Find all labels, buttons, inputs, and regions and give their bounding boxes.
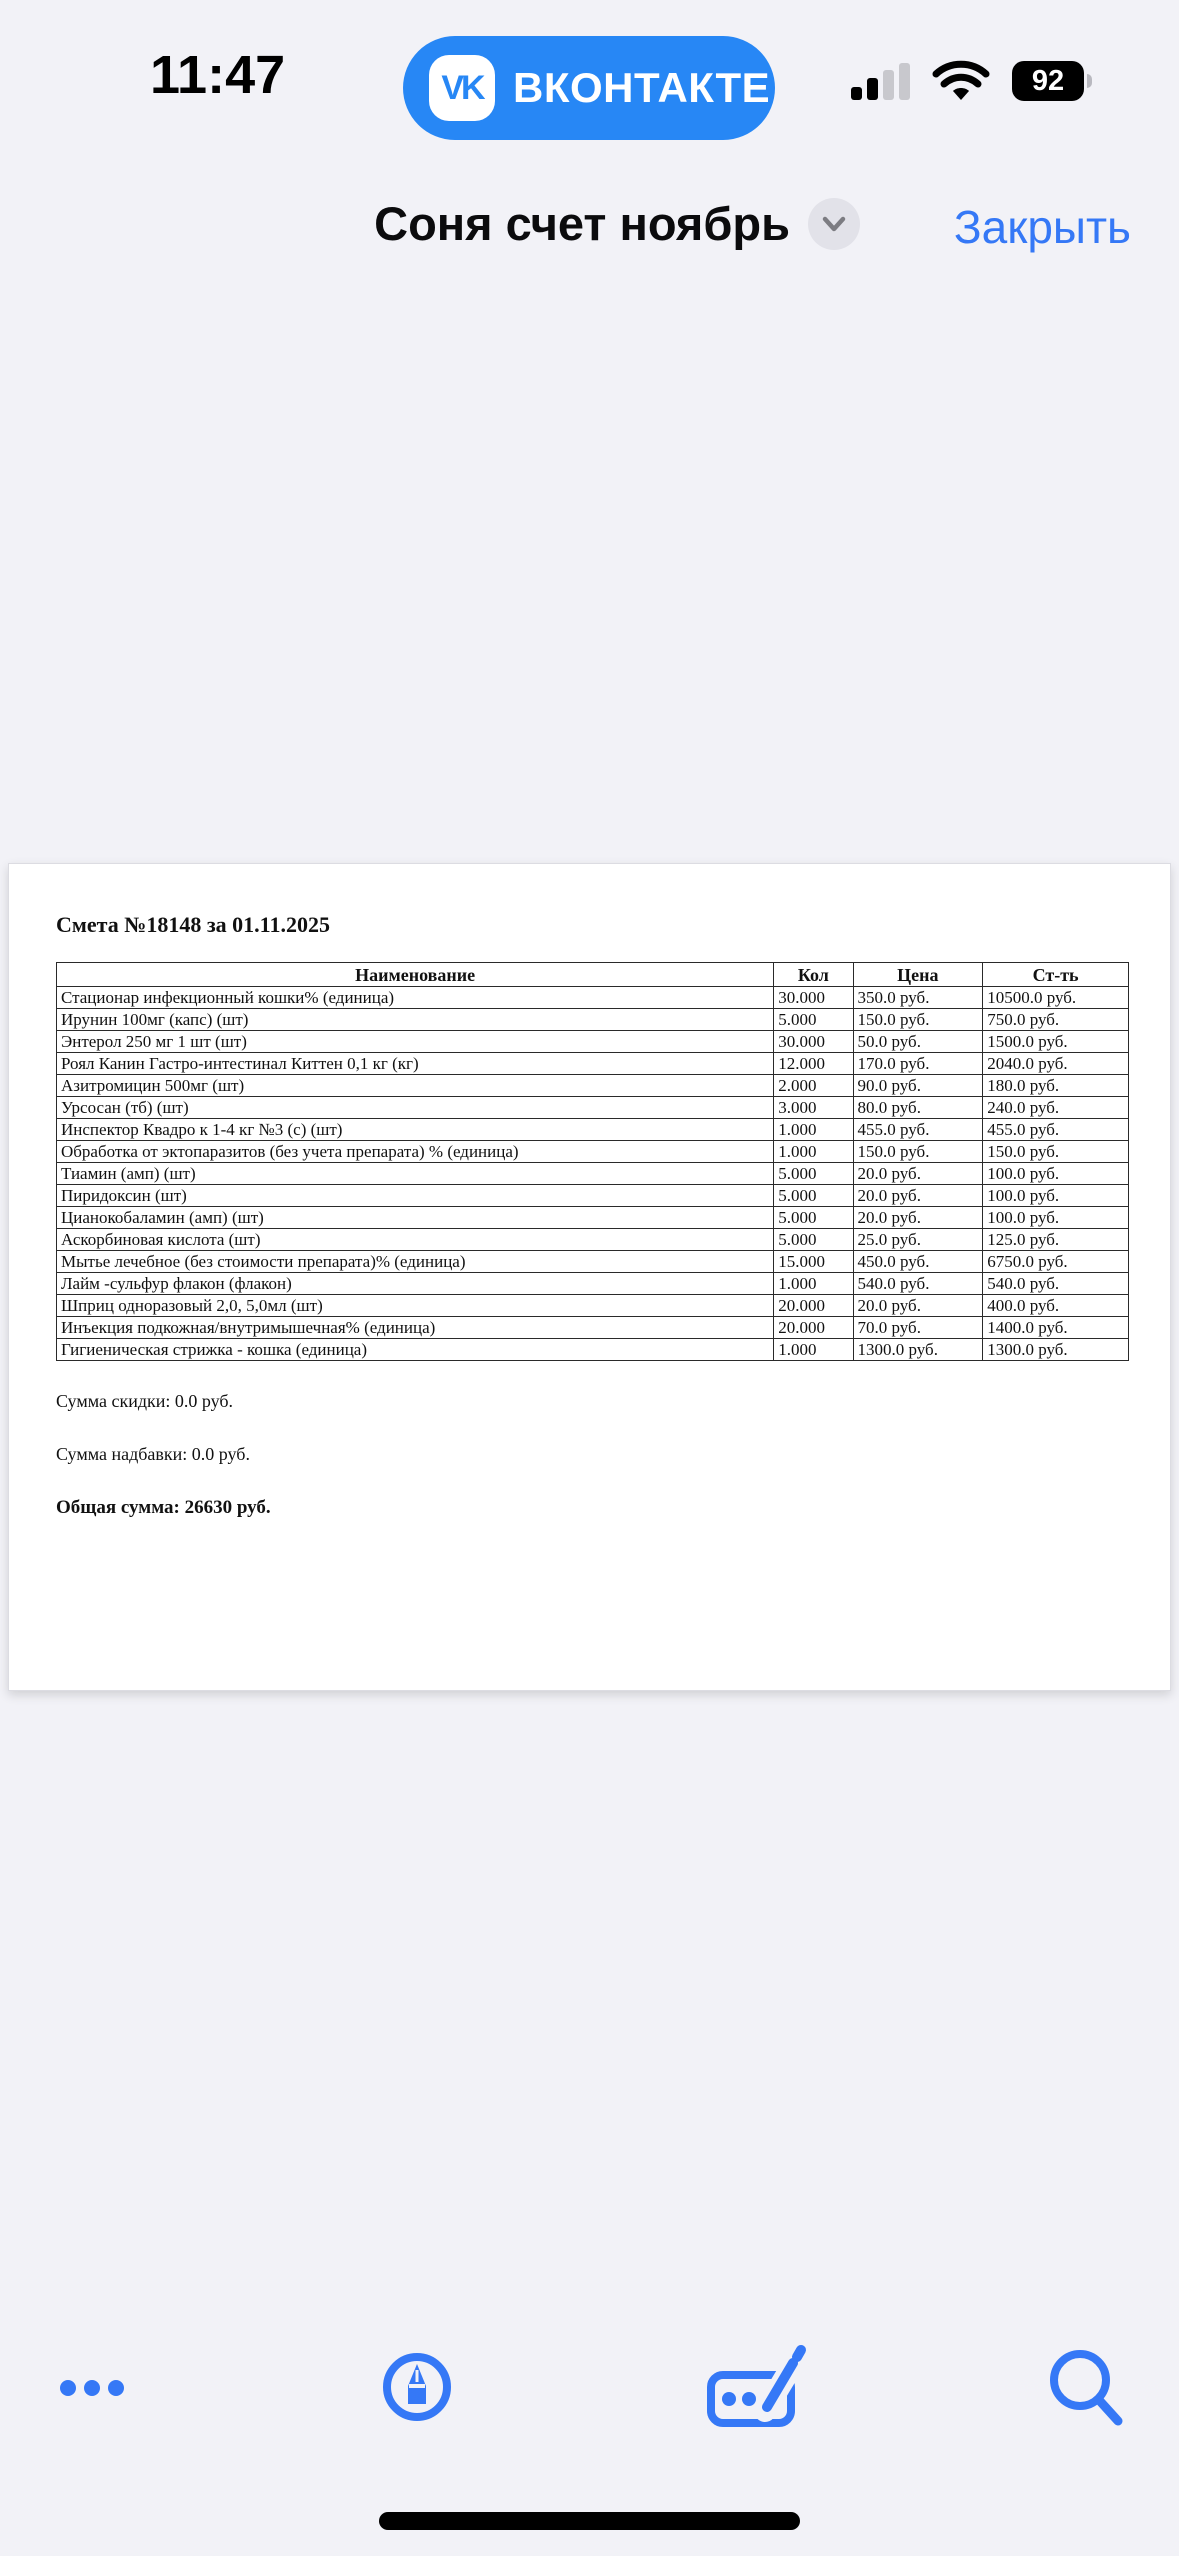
item-price: 455.0 руб. bbox=[853, 1119, 983, 1141]
battery-percent: 92 bbox=[1031, 64, 1065, 97]
markup-icon bbox=[705, 2335, 815, 2427]
item-price: 20.0 руб. bbox=[853, 1163, 983, 1185]
item-qty: 5.000 bbox=[774, 1207, 853, 1229]
column-header: Ст-ть bbox=[983, 963, 1129, 987]
item-cost: 150.0 руб. bbox=[983, 1141, 1129, 1163]
column-header: Наименование bbox=[57, 963, 774, 987]
invoice-table bbox=[56, 962, 1129, 1361]
item-price: 450.0 руб. bbox=[853, 1251, 983, 1273]
item-qty: 20.000 bbox=[774, 1295, 853, 1317]
item-qty: 3.000 bbox=[774, 1097, 853, 1119]
item-name: Инспектор Квадро к 1-4 кг №3 (с) (шт) bbox=[57, 1119, 774, 1141]
more-icon bbox=[58, 2372, 126, 2404]
search-icon bbox=[1048, 2348, 1124, 2428]
item-cost: 750.0 руб. bbox=[983, 1009, 1129, 1031]
item-price: 20.0 руб. bbox=[853, 1207, 983, 1229]
surcharge-line: Сумма надбавки: 0.0 руб. bbox=[56, 1444, 250, 1464]
discount-line: Сумма скидки: 0.0 руб. bbox=[56, 1391, 234, 1411]
item-qty: 1.000 bbox=[774, 1339, 853, 1361]
item-name: Роял Канин Гастро-интестинал Киттен 0,1 кг (кг) bbox=[57, 1053, 774, 1075]
item-price: 170.0 руб. bbox=[853, 1053, 983, 1075]
item-name: Шприц одноразовый 2,0, 5,0мл (шт) bbox=[57, 1295, 774, 1317]
item-qty: 1.000 bbox=[774, 1119, 853, 1141]
status-time: 11:47 bbox=[150, 45, 286, 105]
table-row bbox=[57, 1075, 1129, 1097]
sign-pen-icon bbox=[382, 2352, 452, 2422]
total-line: Общая сумма: 26630 руб. bbox=[56, 1497, 271, 1518]
item-name: Тиамин (амп) (шт) bbox=[57, 1163, 774, 1185]
item-name: Азитромицин 500мг (шт) bbox=[57, 1075, 774, 1097]
page-title: Соня счет ноябрь bbox=[374, 197, 790, 250]
item-cost: 240.0 руб. bbox=[983, 1097, 1129, 1119]
vk-app-pill-button[interactable] bbox=[403, 36, 775, 140]
item-cost: 6750.0 руб. bbox=[983, 1251, 1129, 1273]
table-row bbox=[57, 1009, 1129, 1031]
more-button[interactable] bbox=[58, 2372, 126, 2407]
item-qty: 5.000 bbox=[774, 1009, 853, 1031]
item-name: Цианокобаламин (амп) (шт) bbox=[57, 1207, 774, 1229]
item-qty: 20.000 bbox=[774, 1317, 853, 1339]
item-price: 1300.0 руб. bbox=[853, 1339, 983, 1361]
battery-icon bbox=[1012, 61, 1084, 101]
item-qty: 12.000 bbox=[774, 1053, 853, 1075]
item-cost: 400.0 руб. bbox=[983, 1295, 1129, 1317]
column-header: Цена bbox=[853, 963, 983, 987]
item-qty: 30.000 bbox=[774, 987, 853, 1009]
invoice-table-body bbox=[57, 987, 1129, 1361]
document-page[interactable] bbox=[8, 863, 1171, 1691]
item-price: 25.0 руб. bbox=[853, 1229, 983, 1251]
table-row bbox=[57, 1185, 1129, 1207]
item-cost: 455.0 руб. bbox=[983, 1119, 1129, 1141]
invoice-title: Смета №18148 за 01.11.2025 bbox=[56, 912, 330, 937]
table-row bbox=[57, 1295, 1129, 1317]
table-row bbox=[57, 1031, 1129, 1053]
table-header-row bbox=[57, 963, 1129, 987]
item-qty: 15.000 bbox=[774, 1251, 853, 1273]
item-name: Пиридоксин (шт) bbox=[57, 1185, 774, 1207]
vk-app-label: ВКОНТАКТЕ bbox=[513, 64, 771, 111]
item-price: 50.0 руб. bbox=[853, 1031, 983, 1053]
table-row bbox=[57, 1229, 1129, 1251]
chevron-down-icon[interactable] bbox=[808, 198, 860, 250]
item-cost: 100.0 руб. bbox=[983, 1207, 1129, 1229]
item-name: Аскорбиновая кислота (шт) bbox=[57, 1229, 774, 1251]
item-price: 350.0 руб. bbox=[853, 987, 983, 1009]
item-qty: 1.000 bbox=[774, 1273, 853, 1295]
item-cost: 180.0 руб. bbox=[983, 1075, 1129, 1097]
table-row bbox=[57, 1141, 1129, 1163]
item-name: Инъекция подкожная/внутримышечная% (единица) bbox=[57, 1317, 774, 1339]
item-cost: 100.0 руб. bbox=[983, 1185, 1129, 1207]
item-name: Стационар инфекционный кошки% (единица) bbox=[57, 987, 774, 1009]
table-row bbox=[57, 987, 1129, 1009]
item-cost: 100.0 руб. bbox=[983, 1163, 1129, 1185]
item-qty: 5.000 bbox=[774, 1185, 853, 1207]
cellular-signal-icon bbox=[851, 62, 910, 100]
item-name: Мытье лечебное (без стоимости препарата)% (единица) bbox=[57, 1251, 774, 1273]
column-header: Кол bbox=[774, 963, 853, 987]
item-price: 150.0 руб. bbox=[853, 1141, 983, 1163]
table-row bbox=[57, 1251, 1129, 1273]
item-cost: 125.0 руб. bbox=[983, 1229, 1129, 1251]
item-name: Ирунин 100мг (капс) (шт) bbox=[57, 1009, 774, 1031]
item-qty: 5.000 bbox=[774, 1229, 853, 1251]
item-price: 80.0 руб. bbox=[853, 1097, 983, 1119]
item-price: 20.0 руб. bbox=[853, 1295, 983, 1317]
item-cost: 2040.0 руб. bbox=[983, 1053, 1129, 1075]
item-price: 150.0 руб. bbox=[853, 1009, 983, 1031]
table-row bbox=[57, 1273, 1129, 1295]
wifi-icon bbox=[932, 60, 990, 102]
search-button[interactable] bbox=[1048, 2348, 1124, 2431]
item-price: 90.0 руб. bbox=[853, 1075, 983, 1097]
document-title-menu[interactable] bbox=[0, 196, 860, 251]
item-price: 20.0 руб. bbox=[853, 1185, 983, 1207]
table-row bbox=[57, 1097, 1129, 1119]
markup-button[interactable] bbox=[705, 2335, 815, 2430]
item-name: Обработка от эктопаразитов (без учета препарата) % (единица) bbox=[57, 1141, 774, 1163]
item-cost: 540.0 руб. bbox=[983, 1273, 1129, 1295]
item-cost: 10500.0 руб. bbox=[983, 987, 1129, 1009]
table-row bbox=[57, 1053, 1129, 1075]
table-row bbox=[57, 1339, 1129, 1361]
home-indicator[interactable] bbox=[379, 2512, 800, 2530]
close-button[interactable]: Закрыть bbox=[953, 201, 1131, 253]
table-row bbox=[57, 1119, 1129, 1141]
item-name: Гигиеническая стрижка - кошка (единица) bbox=[57, 1339, 774, 1361]
item-name: Лайм -сульфур флакон (флакон) bbox=[57, 1273, 774, 1295]
item-cost: 1300.0 руб. bbox=[983, 1339, 1129, 1361]
item-cost: 1400.0 руб. bbox=[983, 1317, 1129, 1339]
vk-logo-icon: VK bbox=[429, 55, 495, 121]
item-price: 540.0 руб. bbox=[853, 1273, 983, 1295]
item-name: Урсосан (тб) (шт) bbox=[57, 1097, 774, 1119]
item-name: Энтерол 250 мг 1 шт (шт) bbox=[57, 1031, 774, 1053]
item-qty: 5.000 bbox=[774, 1163, 853, 1185]
table-row bbox=[57, 1317, 1129, 1339]
item-qty: 30.000 bbox=[774, 1031, 853, 1053]
table-row bbox=[57, 1207, 1129, 1229]
table-row bbox=[57, 1163, 1129, 1185]
item-qty: 2.000 bbox=[774, 1075, 853, 1097]
item-cost: 1500.0 руб. bbox=[983, 1031, 1129, 1053]
item-qty: 1.000 bbox=[774, 1141, 853, 1163]
item-price: 70.0 руб. bbox=[853, 1317, 983, 1339]
sign-button[interactable] bbox=[382, 2352, 452, 2425]
